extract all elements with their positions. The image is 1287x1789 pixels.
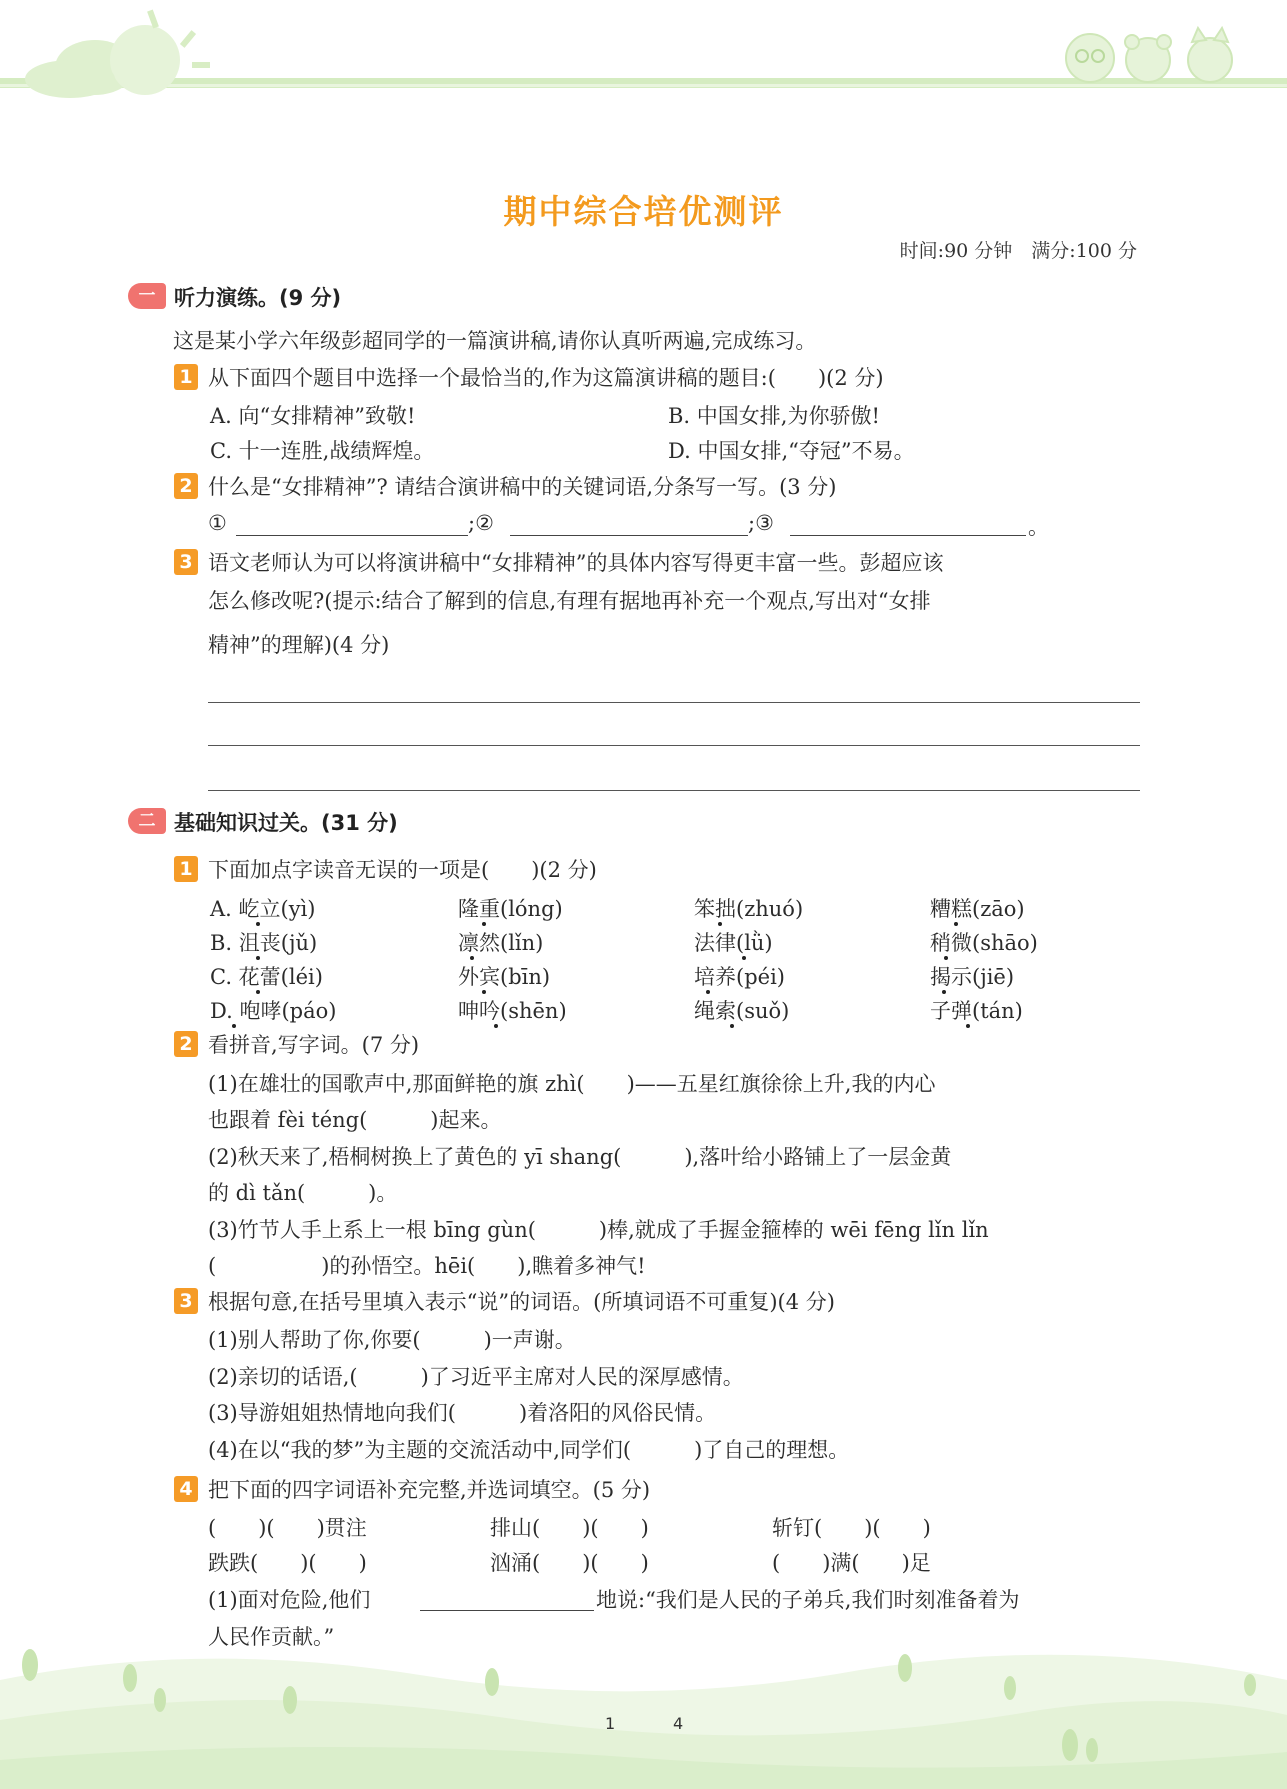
option-c: C. 十一连胜,战绩辉煌。 (210, 439, 435, 463)
fill-sentence: (2)秋天来了,梧桐树换上了黄色的 yī shang( ),落叶给小路铺上了一层金黄 (208, 1145, 952, 1169)
pinyin-option: 稍微(shāo) (930, 931, 1038, 955)
emphasis-dot (256, 956, 260, 960)
emphasis-dot (494, 1024, 498, 1028)
question-number: 1 (174, 856, 198, 882)
question-text: 什么是“女排精神”? 请结合演讲稿中的关键词语,分条写一写。(3 分) (208, 475, 837, 499)
pinyin-option: A. 屹立(yì) (210, 897, 316, 921)
emphasis-dot (482, 990, 486, 994)
option-b: B. 中国女排,为你骄傲! (668, 404, 880, 428)
fill-sentence: (4)在以“我的梦”为主题的交流活动中,同学们( )了自己的理想。 (208, 1438, 850, 1462)
idiom-fill: ( )( )贯注 (208, 1516, 367, 1540)
fill-sentence: 地说:“我们是人民的子弟兵,我们时刻准备着为 (596, 1588, 1020, 1612)
question-number: 3 (174, 549, 198, 575)
question-text: 下面加点字读音无误的一项是( )(2 分) (208, 858, 597, 882)
fill-sentence: (3)导游姐姐热情地向我们( )着洛阳的风俗民情。 (208, 1401, 717, 1425)
section-title-2: 基础知识过关。(31 分) (174, 811, 398, 835)
section-title-1: 听力演练。(9 分) (174, 286, 342, 310)
answer-marker-1: ① (208, 511, 227, 535)
pinyin-option: 呻吟(shēn) (458, 999, 567, 1023)
fill-sentence: 人民作贡献。” (208, 1625, 335, 1649)
exam-meta: 时间:90 分钟 满分:100 分 (899, 240, 1137, 262)
emphasis-dot (256, 922, 260, 926)
pinyin-option: 揭示(jiē) (930, 965, 1015, 989)
question-text: 精神”的理解)(4 分) (208, 633, 390, 657)
fill-sentence: 的 dì tǎn( )。 (208, 1181, 398, 1205)
pinyin-option: 培养(péi) (694, 965, 785, 989)
answer-blank[interactable] (790, 535, 1026, 536)
pinyin-option: 凛然(lǐn) (458, 931, 544, 955)
fill-sentence: (1)面对危险,他们 (208, 1588, 371, 1612)
animal-faces-icon (1060, 20, 1250, 86)
pinyin-option: 笨拙(zhuó) (694, 897, 804, 921)
page-title: 期中综合培优测评 (503, 192, 784, 231)
emphasis-dot (742, 956, 746, 960)
fill-sentence: (1)在雄壮的国歌声中,那面鲜艳的旗 zhì( )——五星红旗徐徐上升,我的内心 (208, 1072, 936, 1096)
page-number-right: 4 (673, 1714, 684, 1733)
question-number: 2 (174, 1031, 198, 1057)
question-text: 根据句意,在括号里填入表示“说”的词语。(所填词语不可重复)(4 分) (208, 1290, 835, 1314)
question-number: 1 (174, 364, 198, 390)
question-text: 看拼音,写字词。(7 分) (208, 1033, 420, 1057)
question-text: 把下面的四字词语补充完整,并选词填空。(5 分) (208, 1478, 651, 1502)
pinyin-option: 糟糕(zāo) (930, 897, 1025, 921)
fill-sentence: (1)别人帮助了你,你要( )一声谢。 (208, 1328, 576, 1352)
emphasis-dot (730, 1024, 734, 1028)
pinyin-option: C. 花蕾(léi) (210, 965, 323, 989)
question-text: 从下面四个题目中选择一个最恰当的,作为这篇演讲稿的题目:( )(2 分) (208, 366, 884, 390)
writing-line[interactable] (208, 745, 1140, 746)
idiom-fill: 斩钉( )( ) (772, 1516, 931, 1540)
pinyin-option: 外宾(bīn) (458, 965, 551, 989)
idiom-fill: 跌跌( )( ) (208, 1551, 367, 1575)
question-text: 怎么修改呢?(提示:结合了解到的信息,有理有据地再补充一个观点,写出对“女排 (208, 589, 931, 613)
answer-marker-2: ;② (468, 511, 494, 535)
emphasis-dot (706, 990, 710, 994)
emphasis-dot (470, 956, 474, 960)
answer-blank[interactable] (510, 535, 748, 536)
fill-sentence: (2)亲切的话语,( )了习近平主席对人民的深厚感情。 (208, 1365, 744, 1389)
emphasis-dot (942, 990, 946, 994)
answer-marker-3: ;③ (748, 511, 774, 535)
pinyin-option: 隆重(lóng) (458, 897, 563, 921)
emphasis-dot (482, 922, 486, 926)
question-number: 3 (174, 1288, 198, 1314)
question-number: 2 (174, 473, 198, 499)
section-badge-2: 二 (128, 808, 166, 834)
emphasis-dot (966, 1024, 970, 1028)
emphasis-dot (232, 1024, 236, 1028)
idiom-fill: ( )满( )足 (772, 1551, 931, 1575)
option-a: A. 向“女排精神”致敬! (210, 404, 416, 428)
fill-sentence: 也跟着 fèi téng( )起来。 (208, 1108, 502, 1132)
page-number-left: 1 (605, 1714, 616, 1733)
fill-sentence: ( )的孙悟空。hēi( ),瞧着多神气! (208, 1254, 646, 1278)
question-number: 4 (174, 1476, 198, 1502)
answer-blank[interactable] (236, 535, 468, 536)
pinyin-option: D. 咆哮(páo) (210, 999, 337, 1023)
option-d: D. 中国女排,“夺冠”不易。 (668, 439, 915, 463)
emphasis-dot (944, 956, 948, 960)
emphasis-dot (256, 990, 260, 994)
pinyin-option: 法律(lǜ) (694, 931, 773, 955)
idiom-fill: 汹涌( )( ) (490, 1551, 649, 1575)
writing-line[interactable] (208, 702, 1140, 703)
pinyin-option: B. 沮丧(jǔ) (210, 931, 318, 955)
writing-line[interactable] (208, 790, 1140, 791)
emphasis-dot (954, 922, 958, 926)
question-text: 语文老师认为可以将演讲稿中“女排精神”的具体内容写得更丰富一些。彭超应该 (208, 551, 944, 575)
idiom-fill: 排山( )( ) (490, 1516, 649, 1540)
answer-blank[interactable] (420, 1610, 594, 1611)
section-badge-1: 一 (128, 283, 166, 309)
pinyin-option: 子弹(tán) (930, 999, 1023, 1023)
emphasis-dot (718, 922, 722, 926)
pinyin-option: 绳索(suǒ) (694, 999, 790, 1023)
fill-sentence: (3)竹节人手上系上一根 bīng gùn( )棒,就成了手握金箍棒的 wēi fēng lǐn lǐn (208, 1218, 989, 1242)
answer-end: 。 (1028, 515, 1049, 539)
section1-intro: 这是某小学六年级彭超同学的一篇演讲稿,请你认真听两遍,完成练习。 (173, 329, 817, 353)
